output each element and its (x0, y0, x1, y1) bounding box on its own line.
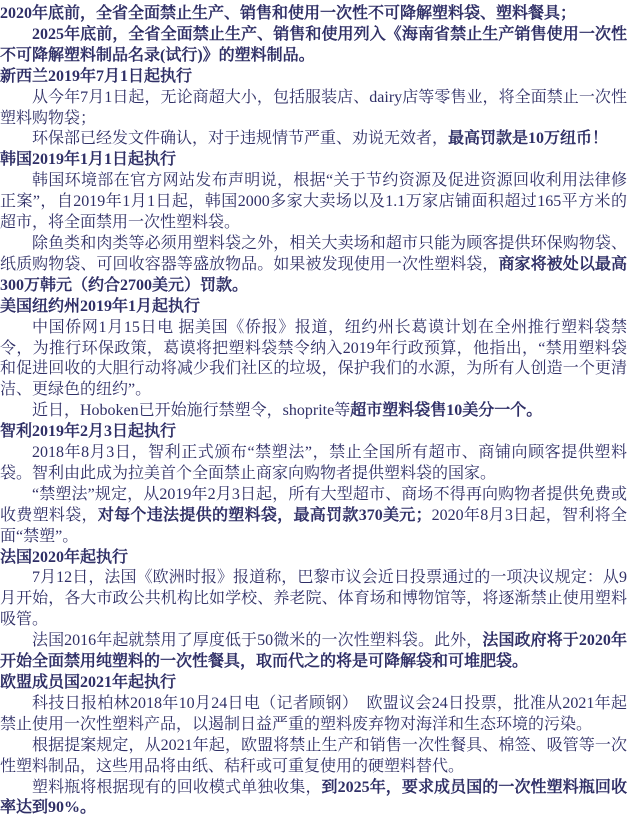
bold-text-segment: 超市塑料袋售10美分一个。 (350, 402, 543, 420)
paragraph (0, 171, 627, 234)
text-segment: 近日，Hoboken已开始施行禁塑令，shoprite等 (32, 402, 351, 420)
text-segment: 根据提案规定，从2021年起，欧盟将禁止生产和销售一次性餐具、棉签、吸管等一次性塑料制品，这些用品将由纸、秸秆或可重复使用的硬塑料替代。 (0, 736, 627, 775)
paragraph (0, 778, 627, 819)
section-heading-new-zealand: 新西兰2019年7月1日起执行 (0, 67, 193, 85)
section-heading-eu: 欧盟成员国2021年起执行 (0, 674, 177, 691)
paragraph (0, 694, 627, 736)
section-new-zealand (0, 67, 627, 151)
text-segment: 韩国环境部在官方网站发布声明说，根据“关于节约资源及促进资源回收利用法律修正案”，自2019年1月1日起，韩国2000多家大卖场以及1.1万家店铺面积超过165平方米的超市，将全面禁用一次性塑料袋。 (0, 172, 627, 232)
paragraph (0, 485, 627, 548)
paragraph (0, 25, 627, 67)
bold-text-segment: 2020年底前，全省全面禁止生产、销售和使用一次性不可降解塑料袋、塑料餐具； (0, 5, 577, 22)
bold-text-segment: 法国政府将于2020年开始全面禁用纯塑料的一次性餐具，取而代之的将是可降解袋和可堆肥袋。 (0, 632, 627, 671)
document-body (0, 4, 627, 819)
bold-text-segment: 最高罚款是10万纽币！ (448, 130, 609, 148)
paragraph (0, 401, 627, 422)
paragraph (0, 234, 627, 297)
section-heading-chile: 智利2019年2月3日起执行 (0, 423, 177, 441)
text-segment: 2020年8月3日起，智利将全面“禁塑”。 (0, 506, 627, 545)
section-heading-new-york: 美国纽约州2019年1月起执行 (0, 297, 201, 315)
text-segment: “禁塑法”规定，从2019年2月3日起，所有大型超市、商场不得再向购物者提供免费或收费塑料袋， (0, 485, 627, 524)
paragraph (0, 129, 627, 150)
paragraph (0, 568, 627, 631)
bold-text-segment: 对每个违法提供的塑料袋，最高罚款370美元； (97, 506, 432, 524)
paragraph (0, 736, 627, 778)
text-segment: 中国侨网1月15日电 据美国《侨报》报道，纽约州长葛谟计划在全州推行塑料袋禁令，为推行环保政策，葛谟将把塑料袋禁令纳入2019年行政预算，他指出，“禁用塑料袋和促进回收的大胆行动将减少我们社区的垃圾，保护我们的水源，为所有人创造一个更清洁、更绿色的纽约”。 (0, 318, 627, 399)
text-segment: 2018年8月3日，智利正式颁布“禁塑法”，禁止全国所有超市、商铺向顾客提供塑料袋。智利由此成为拉美首个全面禁止商家向购物者提供塑料袋的国家。 (0, 444, 627, 482)
text-segment: 从今年7月1日起，无论商超大小，包括服装店、dairy店等零售业，将全面禁止一次性塑料购物袋； (0, 88, 627, 127)
text-segment: 7月12日，法国《欧洲时报》报道称，巴黎市议会近日投票通过的一项决议规定：从9月开始，各大市政公共机构比如学校、养老院、体育场和博物馆等，将逐渐禁止使用塑料吸管。 (0, 569, 627, 629)
text-segment: 科技日报柏林2018年10月24日电（记者顾钢） 欧盟议会24日投票，批准从2021年起禁止使用一次性塑料产品，以遏制日益严重的塑料废弃物对海洋和生态环境的污染。 (0, 694, 627, 733)
section-new-york (0, 297, 627, 422)
paragraph (0, 443, 627, 485)
text-segment: 除鱼类和肉类等必须用塑料袋之外，相关大卖场和超市只能为顾客提供环保购物袋、纸质购物袋、可回收容器等盛放物品。如果被发现使用一次性塑料袋， (0, 234, 627, 273)
paragraph (0, 631, 627, 673)
section-france (0, 548, 627, 673)
text-segment: 环保部已经发文件确认，对于违规情节严重、劝说无效者， (32, 130, 449, 148)
paragraph (0, 88, 627, 130)
text-segment: 法国2016年起就禁用了厚度低于50微米的一次性塑料袋。此外， (32, 632, 483, 650)
bold-text-segment: 2025年底前，全省全面禁止生产、销售和使用列入《海南省禁止生产销售使用一次性不可降解塑料制品名录(试行)》的塑料制品。 (0, 25, 627, 64)
paragraph (0, 4, 627, 25)
bold-text-segment: 商家将被处以最高300万韩元（约合2700美元）罚款。 (0, 255, 627, 294)
section-heading-france: 法国2020年起执行 (0, 548, 129, 566)
section-eu (0, 673, 627, 819)
section-south-korea (0, 150, 627, 296)
section-chile (0, 422, 627, 547)
section-heading-south-korea: 韩国2019年1月1日起执行 (0, 151, 177, 169)
section-hainan (0, 4, 627, 67)
text-segment: 塑料瓶将根据现有的回收模式单独收集， (32, 778, 322, 796)
paragraph (0, 318, 627, 402)
bold-text-segment: 到2025年，要求成员国的一次性塑料瓶回收率达到90%。 (0, 778, 627, 817)
